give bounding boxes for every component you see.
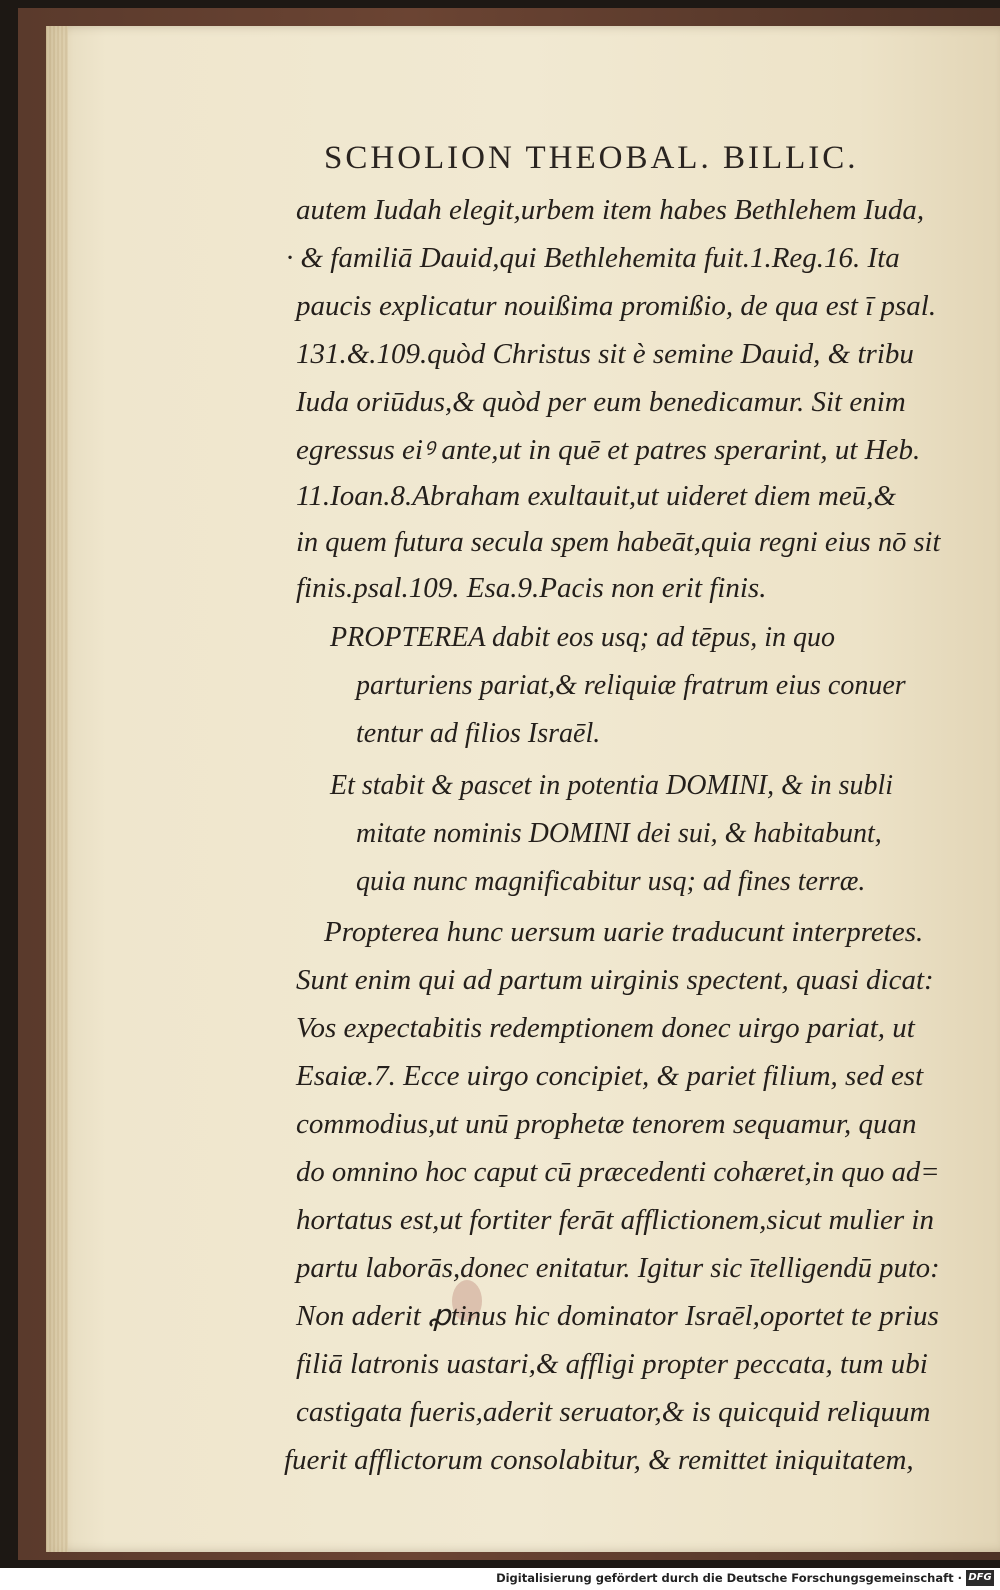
text-line: hortatus est,ut fortiter ferāt afflictionem,sicut mulier in bbox=[296, 1204, 934, 1236]
text-line: finis.psal.109. Esa.9.Pacis non erit finis. bbox=[296, 572, 767, 604]
dfg-logo: DFG bbox=[966, 1570, 994, 1586]
footer-credit: Digitalisierung gefördert durch die Deutsche Forschungsgemeinschaft · bbox=[496, 1571, 962, 1585]
text-line: quia nunc magnificabitur usq; ad fines terræ. bbox=[356, 866, 866, 897]
text-line: Sunt enim qui ad partum uirginis spectent, quasi dicat: bbox=[296, 964, 934, 996]
text-line: Iuda oriūdus,& quòd per eum benedicamur. Sit enim bbox=[296, 386, 906, 418]
text-line: paucis explicatur nouißima promißio, de qua est ī psal. bbox=[296, 290, 937, 322]
text-line: tentur ad filios Israēl. bbox=[356, 718, 601, 749]
text-line: Non aderit ꝓtinus hic dominator Israēl,oportet te prius bbox=[296, 1300, 939, 1332]
text-line: Propterea hunc uersum uarie traducunt interpretes. bbox=[324, 916, 924, 948]
text-line: 131.&.109.quòd Christus sit è semine Dauid, & tribu bbox=[296, 338, 914, 370]
text-line: Vos expectabitis redemptionem donec uirgo pariat, ut bbox=[296, 1012, 915, 1044]
text-line: parturiens pariat,& reliquiæ fratrum eius conuer bbox=[356, 670, 906, 701]
text-line: PROPTEREA dabit eos usq; ad tēpus, in quo bbox=[330, 622, 835, 653]
text-line: partu laborās,donec enitatur. Igitur sic ītelligendū puto: bbox=[296, 1252, 940, 1284]
text-line: 11.Ioan.8.Abraham exultauit,ut uideret diem meū,& bbox=[296, 480, 897, 512]
text-line: castigata fueris,aderit seruator,& is quicquid reliquum bbox=[296, 1396, 931, 1428]
text-line: filiā latronis uastari,& affligi propter peccata, tum ubi bbox=[296, 1348, 928, 1380]
text-line: egressus eiꝰ ante,ut in quē et patres sperarint, ut Heb. bbox=[296, 434, 921, 466]
text-line: mitate nominis DOMINI dei sui, & habitabunt, bbox=[356, 818, 882, 849]
text-line: commodius,ut unū prophetæ tenorem sequamur, quan bbox=[296, 1108, 917, 1140]
text-line: in quem futura secula spem habeāt,quia regni eius nō sit bbox=[296, 526, 941, 558]
running-head: SCHOLION THEOBAL. BILLIC. bbox=[324, 140, 859, 176]
text-line: · & familiā Dauid,qui Bethlehemita fuit.1.Reg.16. Ita bbox=[286, 242, 900, 274]
text-line: fuerit afflictorum consolabitur, & remittet iniquitatem, bbox=[284, 1444, 914, 1476]
page-leaves-edge bbox=[46, 26, 68, 1552]
text-line: Et stabit & pascet in potentia DOMINI, & in subli bbox=[330, 770, 894, 801]
text-line: Esaiæ.7. Ecce uirgo concipiet, & pariet filium, sed est bbox=[296, 1060, 924, 1092]
text-line: do omnino hoc caput cū præcedenti cohæret,in quo ad= bbox=[296, 1156, 940, 1188]
text-line: autem Iudah elegit,urbem item habes Bethlehem Iuda, bbox=[296, 194, 925, 226]
